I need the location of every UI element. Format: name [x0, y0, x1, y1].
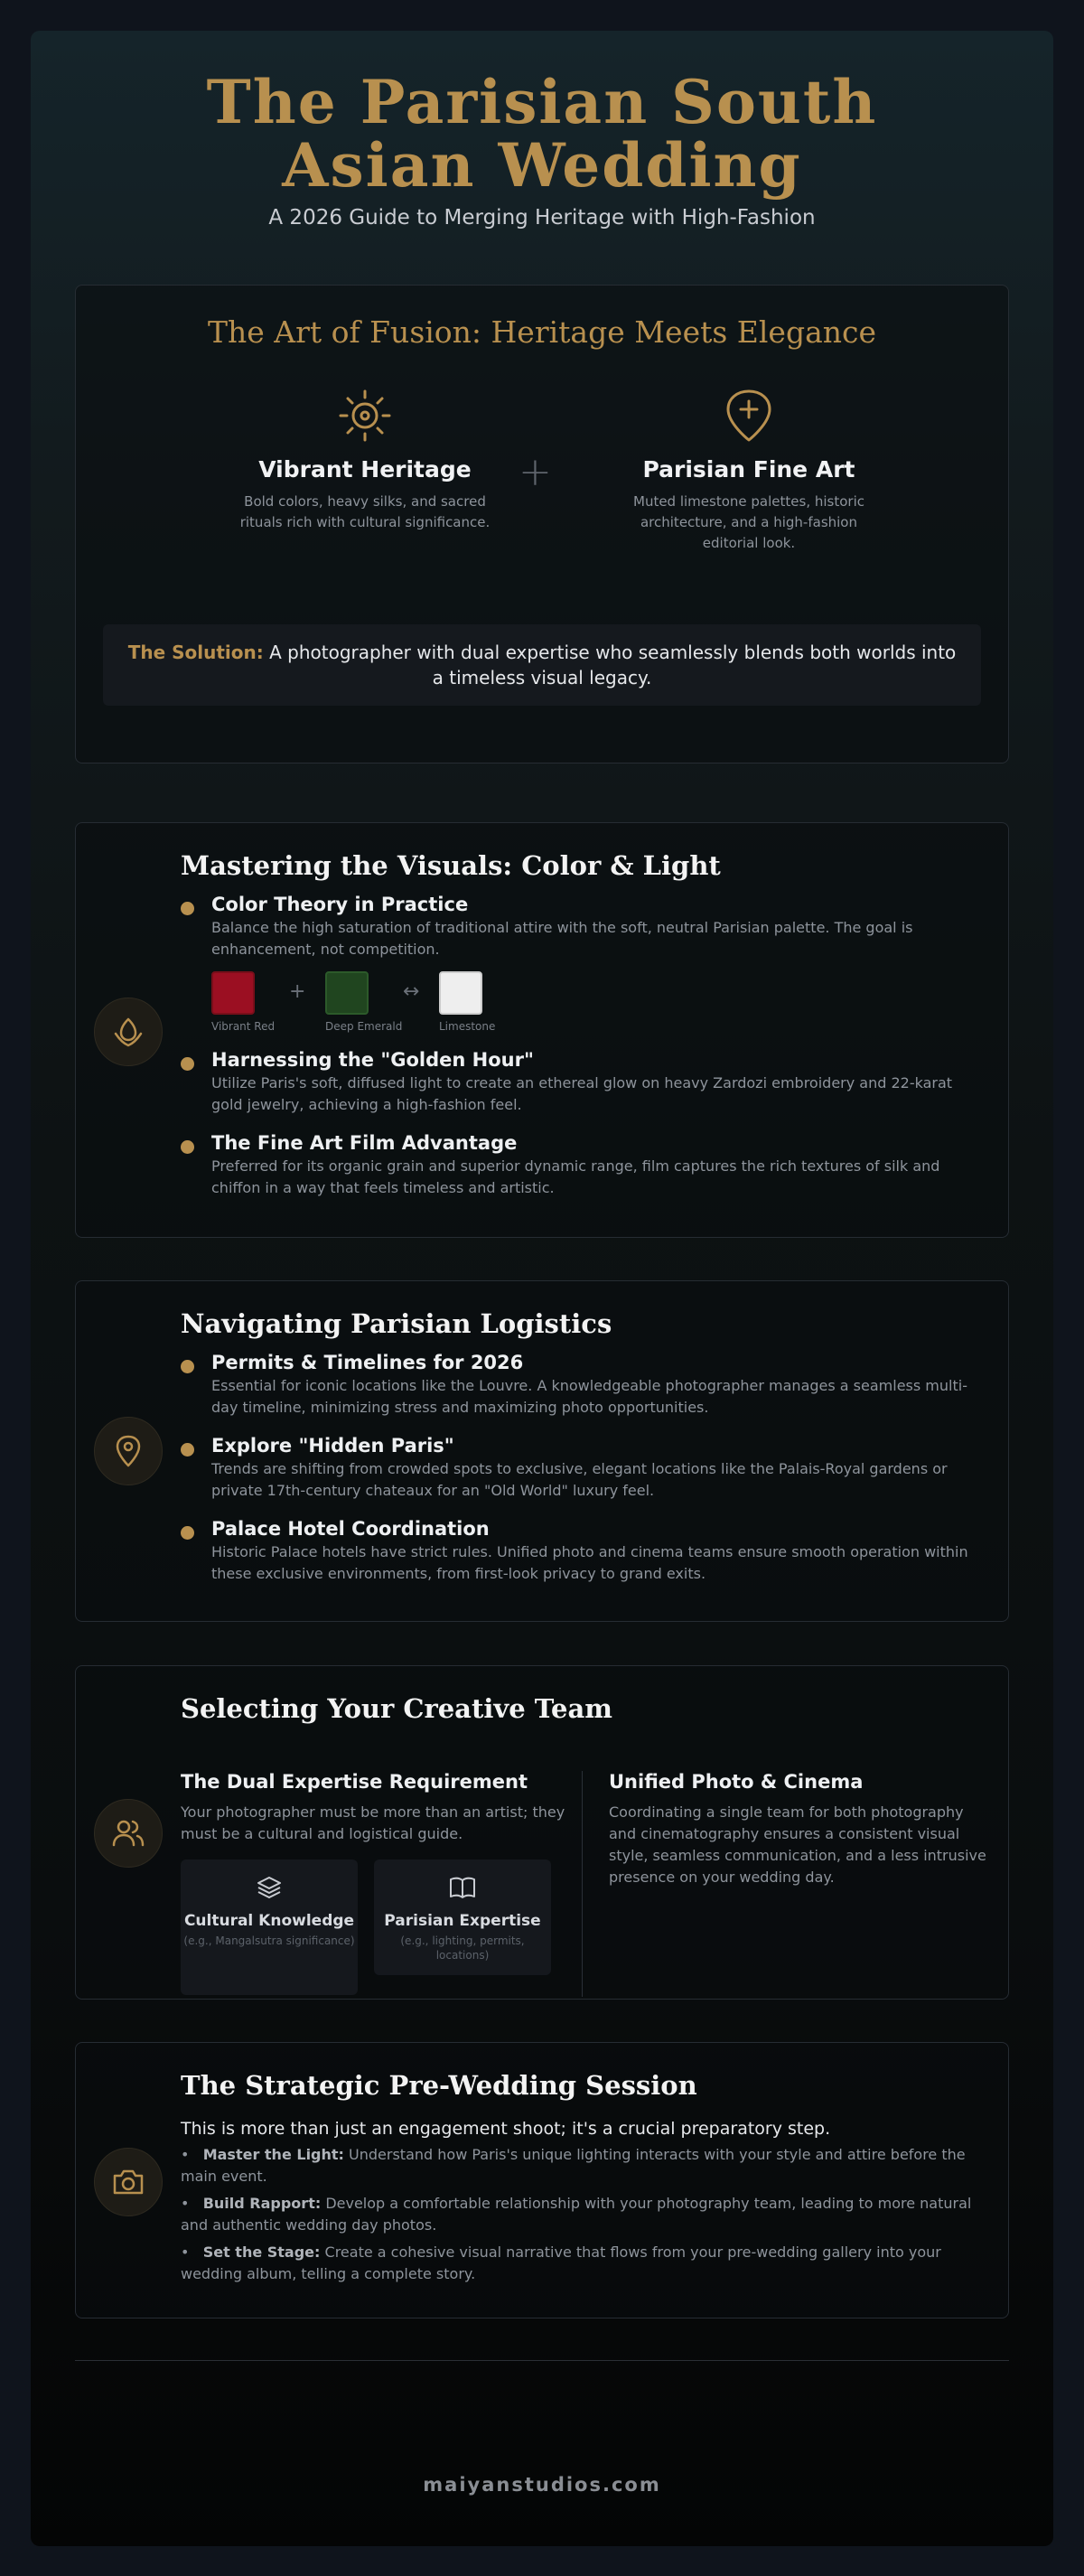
color-swatches	[211, 971, 972, 1033]
session-title: The Strategic Pre-Wedding Session	[181, 2070, 697, 2101]
column-divider	[582, 1771, 583, 1997]
layers-icon	[181, 1874, 358, 1905]
bullet-label: Master the Light:	[202, 2146, 344, 2163]
plus-icon: +	[519, 449, 552, 495]
map-pin-icon	[94, 1417, 163, 1485]
cultural-knowledge-card	[181, 1859, 358, 1995]
swatch-box	[439, 971, 482, 1015]
leaf-drop-icon	[94, 998, 163, 1066]
list-item	[181, 1435, 972, 1502]
plus-icon: +	[289, 980, 306, 1003]
paris-title: Parisian Fine Art	[642, 456, 855, 482]
footer-divider	[75, 2360, 1009, 2361]
session-card	[75, 2042, 1009, 2318]
visuals-body	[181, 850, 972, 1199]
swatch-emerald	[325, 971, 403, 1033]
bullet-dot	[181, 1443, 194, 1457]
visuals-title: Mastering the Visuals: Color & Light	[181, 850, 721, 881]
paris-pillar	[618, 388, 880, 554]
list-item: • Build Rapport: Develop a comfortable relationship with your photography team, leading to more natural and authentic wedding day photos.	[181, 2195, 972, 2234]
expertise-cards	[181, 1859, 578, 1995]
list-item	[181, 1049, 972, 1116]
item-desc: Trends are shifting from crowded spots to exclusive, elegant locations like the Palais-Royal gardens or private 17th-century chateaux for an "Old World" luxury feel.	[211, 1460, 948, 1499]
team-title: Selecting Your Creative Team	[181, 1693, 612, 1724]
list-item	[181, 1132, 972, 1199]
list-item	[181, 1352, 972, 1419]
bullet-text: Understand how Paris's unique lighting interacts with your style and attire before the main event.	[181, 2146, 966, 2185]
solution-label: The Solution:	[127, 642, 264, 663]
item-title: Palace Hotel Coordination	[211, 1518, 490, 1540]
swatch-label: Limestone	[439, 1020, 496, 1033]
infographic-page	[31, 31, 1053, 2546]
bullet-dot	[181, 1526, 194, 1540]
item-title: Permits & Timelines for 2026	[211, 1352, 524, 1373]
swatch-limestone	[439, 971, 517, 1033]
parisian-expertise-card	[374, 1859, 551, 1975]
unified-team-desc: Coordinating a single team for both photography and cinematography ensures a consistent visual style, seamless communication, and a less intrusive presence on your wedding day.	[609, 1803, 986, 1886]
team-card	[75, 1665, 1009, 2000]
card-sub: (e.g., lighting, permits, locations)	[400, 1934, 525, 1962]
open-book-icon	[374, 1874, 551, 1905]
bullet-dot	[181, 1140, 194, 1154]
users-icon	[94, 1799, 163, 1868]
list-item: • Master the Light: Understand how Paris's unique lighting interacts with your style and attire before the main event.	[181, 2146, 966, 2185]
bullet-dot	[181, 1057, 194, 1071]
logistics-body	[181, 1308, 972, 1585]
bullet-dot	[181, 1360, 194, 1373]
item-title: Harnessing the "Golden Hour"	[211, 1049, 534, 1071]
item-title: The Fine Art Film Advantage	[211, 1132, 518, 1154]
list-item	[181, 1518, 972, 1585]
heritage-desc: Bold colors, heavy silks, and sacred rituals rich with cultural significance.	[239, 493, 491, 530]
double-arrow-icon: ↔	[403, 980, 420, 1003]
solution-box	[103, 624, 981, 706]
item-title: Explore "Hidden Paris"	[211, 1435, 454, 1457]
item-desc: Essential for iconic locations like the Louvre. A knowledgeable photographer manages a seamless multi-day timeline, minimizing stress and maximizing photo opportunities.	[211, 1377, 967, 1416]
team-body	[181, 1693, 986, 1982]
camera-icon	[94, 2148, 163, 2216]
swatch-box	[211, 971, 255, 1015]
heritage-title: Vibrant Heritage	[258, 456, 472, 482]
location-pin-plus-icon	[618, 388, 880, 442]
hero	[31, 31, 1053, 229]
bullet-label: Set the Stage:	[202, 2243, 321, 2261]
swatch-label: Deep Emerald	[325, 1020, 403, 1033]
card-title: Parisian Expertise	[384, 1912, 541, 1930]
unified-team-title: Unified Photo & Cinema	[609, 1771, 864, 1793]
footer-url[interactable]: maiyanstudios.com	[423, 2474, 661, 2496]
dual-expertise-title: The Dual Expertise Requirement	[181, 1771, 528, 1793]
heritage-pillar	[234, 388, 496, 533]
list-item	[181, 894, 972, 1033]
team-right-column	[609, 1771, 988, 1888]
session-body	[181, 2070, 972, 2285]
fusion-card	[75, 285, 1009, 763]
page-subtitle: A 2026 Guide to Merging Heritage with High-Fashion	[268, 206, 816, 229]
dual-expertise-desc: Your photographer must be more than an artist; they must be a cultural and logistical guide.	[181, 1803, 565, 1842]
item-title: Color Theory in Practice	[211, 894, 469, 915]
bullet-dot	[181, 902, 194, 915]
visuals-card	[75, 822, 1009, 1238]
logistics-title: Navigating Parisian Logistics	[181, 1308, 612, 1339]
logistics-card	[75, 1280, 1009, 1622]
swatch-box	[325, 971, 369, 1015]
sun-icon	[234, 388, 496, 442]
paris-desc: Muted limestone palettes, historic architecture, and a high-fashion editorial look.	[633, 493, 864, 551]
item-desc: Utilize Paris's soft, diffused light to create an ethereal glow on heavy Zardozi embroidery and 22-karat gold jewelry, achieving a high-fashion feel.	[211, 1074, 953, 1113]
team-left-column	[181, 1771, 578, 1995]
bullet-text: Create a cohesive visual narrative that flows from your pre-wedding gallery into your wedding album, telling a complete story.	[181, 2243, 941, 2282]
session-lead: This is more than just an engagement shoot; it's a crucial preparatory step.	[181, 2119, 831, 2139]
fusion-title: The Art of Fusion: Heritage Meets Elegance	[207, 314, 877, 350]
bullet-text: Develop a comfortable relationship with your photography team, leading to more natural and authentic wedding day photos.	[181, 2195, 972, 2234]
list-item: • Set the Stage: Create a cohesive visual narrative that flows from your pre-wedding gallery into your wedding album, telling a complete story.	[181, 2243, 941, 2282]
solution-text: A photographer with dual expertise who seamlessly blends both worlds into a timeless visual legacy.	[269, 642, 957, 688]
swatch-label: Vibrant Red	[211, 1020, 276, 1033]
item-desc: Balance the high saturation of traditional attire with the soft, neutral Parisian palette. The goal is enhancement, not competition.	[211, 919, 913, 958]
bullet-label: Build Rapport:	[202, 2195, 322, 2212]
item-desc: Historic Palace hotels have strict rules. Unified photo and cinema teams ensure smooth operation within these exclusive environments, from first-look privacy to grand exits.	[211, 1543, 968, 1582]
fusion-pillars	[76, 388, 1008, 614]
card-sub: (e.g., Mangalsutra significance)	[183, 1934, 355, 1947]
page-title: The Parisian South Asian Wedding	[206, 67, 878, 201]
swatch-red	[211, 971, 289, 1033]
card-title: Cultural Knowledge	[183, 1912, 355, 1930]
item-desc: Preferred for its organic grain and superior dynamic range, film captures the rich textures of silk and chiffon in a way that feels timeless and artistic.	[211, 1157, 940, 1196]
